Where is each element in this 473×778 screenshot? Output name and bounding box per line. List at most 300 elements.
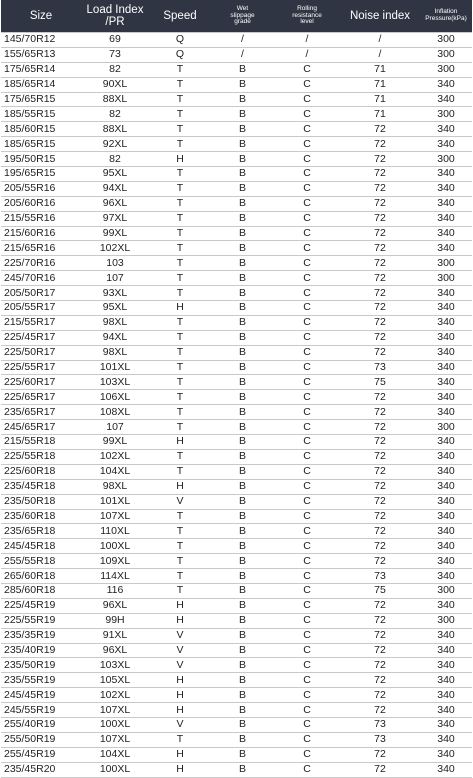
rolling-resistance-cell: C [274,107,340,122]
noise-index-cell: 71 [340,107,420,122]
table-row [1,315,472,330]
size-cell: 245/45R18 [1,539,81,554]
wet-slippage-cell: / [211,47,274,62]
inflation-pressure-cell: 300 [420,47,472,62]
size-cell: 255/45R19 [1,747,81,762]
load-index-cell: 92XL [81,137,149,152]
size-cell: 235/65R17 [1,405,81,420]
noise-index-cell: 72 [340,420,420,435]
table-row [1,688,472,703]
tire-spec-table [1,0,472,778]
load-index-cell: 107 [81,420,149,435]
wet-slippage-cell: B [211,390,274,405]
wet-slippage-header: Wet slippage grade [211,0,274,33]
table-row [1,539,472,554]
noise-index-header: Noise index [340,0,420,33]
noise-index-cell: 72 [340,658,420,673]
noise-index-cell: 72 [340,330,420,345]
table-row [1,613,472,628]
speed-cell: T [149,271,211,286]
size-cell: 225/55R18 [1,449,81,464]
noise-index-cell: 72 [340,494,420,509]
speed-cell: V [149,658,211,673]
table-header [1,0,472,33]
speed-cell: H [149,152,211,167]
inflation-pressure-cell: 340 [420,435,472,450]
size-cell: 175/65R15 [1,92,81,107]
rolling-resistance-cell: C [274,628,340,643]
size-cell: 225/45R17 [1,330,81,345]
noise-index-cell: 72 [340,449,420,464]
table-row [1,226,472,241]
inflation-pressure-cell: 340 [420,167,472,182]
noise-index-cell: 72 [340,598,420,613]
rolling-resistance-cell: C [274,762,340,777]
speed-cell: H [149,479,211,494]
load-index-cell: 104XL [81,464,149,479]
noise-index-cell: 72 [340,747,420,762]
load-index-cell: 94XL [81,330,149,345]
noise-index-cell: 72 [340,137,420,152]
wet-slippage-cell: B [211,152,274,167]
noise-index-cell: / [340,47,420,62]
noise-index-cell: 72 [340,315,420,330]
rolling-resistance-cell: C [274,330,340,345]
load-index-cell: 103XL [81,375,149,390]
size-cell: 265/60R18 [1,569,81,584]
table-row [1,360,472,375]
noise-index-cell: 73 [340,717,420,732]
rolling-resistance-cell: C [274,152,340,167]
noise-index-cell: / [340,33,420,48]
size-cell: 185/65R15 [1,137,81,152]
speed-cell: T [149,420,211,435]
rolling-resistance-cell: C [274,569,340,584]
wet-slippage-cell: B [211,107,274,122]
wet-slippage-cell: B [211,122,274,137]
speed-cell: H [149,301,211,316]
rolling-resistance-cell: C [274,539,340,554]
load-index-cell: 109XL [81,554,149,569]
wet-slippage-cell: B [211,628,274,643]
noise-index-cell: 72 [340,762,420,777]
load-index-cell: 107XL [81,732,149,747]
rolling-resistance-cell: C [274,167,340,182]
load-index-cell: 106XL [81,390,149,405]
noise-index-cell: 72 [340,345,420,360]
inflation-pressure-cell: 340 [420,345,472,360]
size-cell: 215/65R16 [1,241,81,256]
wet-slippage-cell: B [211,271,274,286]
rolling-resistance-cell: C [274,226,340,241]
inflation-pressure-cell: 340 [420,762,472,777]
table-row [1,77,472,92]
size-cell: 205/60R16 [1,196,81,211]
wet-slippage-cell: B [211,598,274,613]
table-row [1,256,472,271]
inflation-pressure-cell: 340 [420,315,472,330]
size-cell: 235/60R18 [1,509,81,524]
wet-slippage-cell: B [211,494,274,509]
rolling-resistance-cell: C [274,301,340,316]
noise-index-cell: 73 [340,732,420,747]
inflation-pressure-cell: 300 [420,613,472,628]
table-row [1,167,472,182]
size-cell: 145/70R12 [1,33,81,48]
load-index-cell: 91XL [81,628,149,643]
inflation-pressure-cell: 340 [420,196,472,211]
inflation-pressure-header: Inflation Pressure(kPa) [420,0,472,33]
wet-slippage-cell: B [211,330,274,345]
load-index-cell: 100XL [81,717,149,732]
noise-index-cell: 75 [340,375,420,390]
rolling-resistance-cell: C [274,449,340,464]
noise-index-cell: 72 [340,301,420,316]
wet-slippage-cell: B [211,256,274,271]
size-cell: 245/45R19 [1,688,81,703]
wet-slippage-cell: B [211,167,274,182]
noise-index-cell: 72 [340,181,420,196]
wet-slippage-cell: B [211,286,274,301]
size-cell: 195/65R15 [1,167,81,182]
speed-cell: T [149,226,211,241]
rolling-resistance-cell: C [274,62,340,77]
table-row [1,137,472,152]
wet-slippage-cell: B [211,196,274,211]
inflation-pressure-cell: 340 [420,330,472,345]
size-cell: 185/55R15 [1,107,81,122]
size-cell: 255/55R18 [1,554,81,569]
table-row [1,330,472,345]
rolling-resistance-cell: C [274,509,340,524]
load-index-cell: 98XL [81,479,149,494]
speed-cell: T [149,92,211,107]
speed-cell: H [149,435,211,450]
inflation-pressure-cell: 340 [420,747,472,762]
inflation-pressure-cell: 340 [420,77,472,92]
header-row [1,0,472,33]
load-index-cell: 95XL [81,301,149,316]
load-index-cell: 96XL [81,643,149,658]
table-row [1,420,472,435]
noise-index-cell: 72 [340,152,420,167]
inflation-pressure-cell: 300 [420,62,472,77]
noise-index-cell: 72 [340,226,420,241]
inflation-pressure-cell: 340 [420,703,472,718]
table-row [1,703,472,718]
inflation-pressure-cell: 340 [420,732,472,747]
table-row [1,643,472,658]
inflation-pressure-cell: 340 [420,658,472,673]
wet-slippage-cell: B [211,62,274,77]
wet-slippage-cell: B [211,583,274,598]
inflation-pressure-cell: 340 [420,137,472,152]
table-row [1,345,472,360]
load-index-header: Load Index /PR [81,0,149,33]
size-cell: 235/65R18 [1,524,81,539]
wet-slippage-cell: B [211,509,274,524]
table-row [1,62,472,77]
size-cell: 215/60R16 [1,226,81,241]
rolling-resistance-cell: C [274,77,340,92]
load-index-cell: 101XL [81,494,149,509]
size-cell: 225/50R17 [1,345,81,360]
noise-index-cell: 72 [340,703,420,718]
size-cell: 235/45R18 [1,479,81,494]
size-cell: 225/70R16 [1,256,81,271]
size-cell: 235/35R19 [1,628,81,643]
noise-index-cell: 72 [340,122,420,137]
speed-cell: V [149,717,211,732]
rolling-resistance-cell: C [274,717,340,732]
table-row [1,92,472,107]
load-index-cell: 97XL [81,211,149,226]
speed-cell: T [149,256,211,271]
noise-index-cell: 72 [340,390,420,405]
speed-cell: T [149,286,211,301]
size-cell: 225/60R17 [1,375,81,390]
noise-index-cell: 71 [340,62,420,77]
load-index-cell: 96XL [81,196,149,211]
wet-slippage-cell: / [211,33,274,48]
noise-index-cell: 72 [340,673,420,688]
inflation-pressure-cell: 340 [420,688,472,703]
noise-index-cell: 72 [340,435,420,450]
speed-cell: T [149,196,211,211]
wet-slippage-cell: B [211,77,274,92]
rolling-resistance-cell: C [274,658,340,673]
load-index-cell: 107 [81,271,149,286]
table-row [1,449,472,464]
wet-slippage-cell: B [211,405,274,420]
inflation-pressure-cell: 300 [420,583,472,598]
load-index-cell: 99H [81,613,149,628]
wet-slippage-cell: B [211,137,274,152]
inflation-pressure-cell: 340 [420,464,472,479]
inflation-pressure-cell: 340 [420,286,472,301]
speed-cell: T [149,524,211,539]
load-index-cell: 102XL [81,241,149,256]
inflation-pressure-cell: 340 [420,405,472,420]
speed-cell: T [149,122,211,137]
size-cell: 215/55R18 [1,435,81,450]
table-row [1,241,472,256]
table-row [1,569,472,584]
size-header: Size [1,0,81,33]
rolling-resistance-cell: C [274,598,340,613]
noise-index-cell: 72 [340,286,420,301]
load-index-cell: 110XL [81,524,149,539]
load-index-cell: 99XL [81,435,149,450]
inflation-pressure-cell: 340 [420,122,472,137]
size-cell: 205/55R16 [1,181,81,196]
wet-slippage-cell: B [211,688,274,703]
noise-index-cell: 72 [340,628,420,643]
load-index-cell: 73 [81,47,149,62]
speed-cell: T [149,509,211,524]
inflation-pressure-cell: 300 [420,271,472,286]
wet-slippage-cell: B [211,435,274,450]
wet-slippage-cell: B [211,315,274,330]
load-index-cell: 94XL [81,181,149,196]
inflation-pressure-cell: 340 [420,479,472,494]
wet-slippage-cell: B [211,732,274,747]
rolling-resistance-cell: C [274,703,340,718]
rolling-resistance-cell: C [274,420,340,435]
size-cell: 235/50R18 [1,494,81,509]
inflation-pressure-cell: 340 [420,390,472,405]
table-row [1,390,472,405]
rolling-resistance-cell: C [274,286,340,301]
rolling-resistance-cell: C [274,360,340,375]
load-index-cell: 103 [81,256,149,271]
load-index-cell: 103XL [81,658,149,673]
rolling-resistance-cell: / [274,47,340,62]
inflation-pressure-cell: 340 [420,375,472,390]
speed-cell: T [149,539,211,554]
table-row [1,583,472,598]
noise-index-cell: 72 [340,554,420,569]
noise-index-cell: 72 [340,241,420,256]
load-index-cell: 102XL [81,449,149,464]
wet-slippage-cell: B [211,360,274,375]
table-row [1,33,472,48]
speed-cell: V [149,643,211,658]
size-cell: 205/55R17 [1,301,81,316]
size-cell: 185/65R14 [1,77,81,92]
speed-cell: Q [149,47,211,62]
size-cell: 235/55R19 [1,673,81,688]
speed-cell: T [149,107,211,122]
table-body [1,33,472,778]
size-cell: 245/65R17 [1,420,81,435]
table-row [1,747,472,762]
size-cell: 255/50R19 [1,732,81,747]
speed-cell: T [149,211,211,226]
size-cell: 155/65R13 [1,47,81,62]
wet-slippage-cell: B [211,703,274,718]
load-index-cell: 95XL [81,167,149,182]
speed-cell: H [149,613,211,628]
wet-slippage-cell: B [211,643,274,658]
rolling-resistance-cell: C [274,673,340,688]
table-row [1,181,472,196]
load-index-cell: 98XL [81,315,149,330]
inflation-pressure-cell: 340 [420,449,472,464]
wet-slippage-cell: B [211,747,274,762]
load-index-cell: 99XL [81,226,149,241]
size-cell: 225/55R19 [1,613,81,628]
table-row [1,762,472,777]
speed-header: Speed [149,0,211,33]
speed-cell: T [149,167,211,182]
size-cell: 215/55R16 [1,211,81,226]
load-index-cell: 90XL [81,77,149,92]
speed-cell: V [149,628,211,643]
speed-cell: H [149,747,211,762]
noise-index-cell: 72 [340,405,420,420]
load-index-cell: 96XL [81,598,149,613]
noise-index-cell: 72 [340,479,420,494]
speed-cell: H [149,703,211,718]
inflation-pressure-cell: 340 [420,211,472,226]
inflation-pressure-cell: 340 [420,301,472,316]
wet-slippage-cell: B [211,420,274,435]
load-index-cell: 105XL [81,673,149,688]
table-row [1,301,472,316]
load-index-cell: 69 [81,33,149,48]
rolling-resistance-cell: C [274,583,340,598]
rolling-resistance-cell: C [274,435,340,450]
wet-slippage-cell: B [211,762,274,777]
table-row [1,196,472,211]
noise-index-cell: 75 [340,583,420,598]
inflation-pressure-cell: 300 [420,107,472,122]
rolling-resistance-header: Rolling resistance level [274,0,340,33]
speed-cell: T [149,464,211,479]
speed-cell: H [149,762,211,777]
size-cell: 285/60R18 [1,583,81,598]
wet-slippage-cell: B [211,673,274,688]
speed-cell: T [149,554,211,569]
inflation-pressure-cell: 300 [420,420,472,435]
inflation-pressure-cell: 340 [420,181,472,196]
table-row [1,405,472,420]
inflation-pressure-cell: 340 [420,524,472,539]
load-index-cell: 102XL [81,688,149,703]
size-cell: 195/50R15 [1,152,81,167]
size-cell: 235/45R20 [1,762,81,777]
speed-cell: T [149,137,211,152]
inflation-pressure-cell: 340 [420,241,472,256]
rolling-resistance-cell: C [274,405,340,420]
noise-index-cell: 72 [340,643,420,658]
size-cell: 225/55R17 [1,360,81,375]
load-index-cell: 116 [81,583,149,598]
speed-cell: H [149,598,211,613]
inflation-pressure-cell: 300 [420,152,472,167]
rolling-resistance-cell: C [274,256,340,271]
table-row [1,673,472,688]
table-row [1,435,472,450]
table-row [1,47,472,62]
inflation-pressure-cell: 340 [420,360,472,375]
noise-index-cell: 72 [340,271,420,286]
rolling-resistance-cell: C [274,241,340,256]
load-index-cell: 104XL [81,747,149,762]
rolling-resistance-cell: C [274,613,340,628]
speed-cell: V [149,494,211,509]
table-row [1,107,472,122]
speed-cell: T [149,405,211,420]
size-cell: 185/60R15 [1,122,81,137]
table-row [1,211,472,226]
speed-cell: Q [149,33,211,48]
noise-index-cell: 72 [340,524,420,539]
size-cell: 205/50R17 [1,286,81,301]
load-index-cell: 107XL [81,703,149,718]
wet-slippage-cell: B [211,211,274,226]
table-row [1,286,472,301]
load-index-cell: 82 [81,107,149,122]
noise-index-cell: 72 [340,196,420,211]
noise-index-cell: 72 [340,613,420,628]
rolling-resistance-cell: C [274,554,340,569]
rolling-resistance-cell: C [274,196,340,211]
inflation-pressure-cell: 340 [420,494,472,509]
wet-slippage-cell: B [211,717,274,732]
inflation-pressure-cell: 340 [420,92,472,107]
